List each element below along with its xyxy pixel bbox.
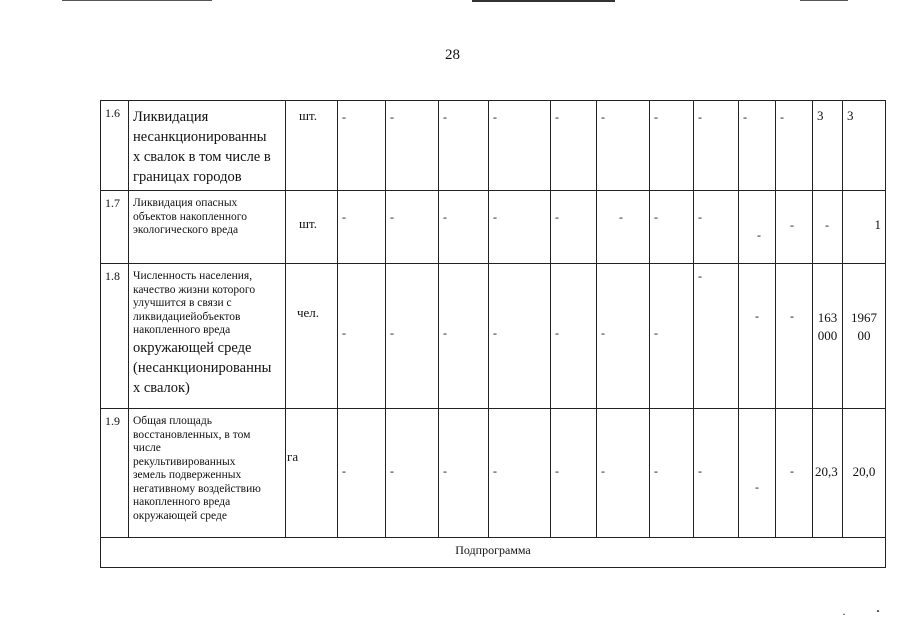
target-value-line: 163 (817, 310, 838, 325)
dash-value: - (790, 464, 794, 478)
value-cell (489, 191, 551, 264)
indicator-name-line: накопленного вреда (133, 324, 231, 336)
value-cell (439, 409, 489, 538)
value-cell (813, 264, 843, 409)
value-cell (843, 264, 886, 409)
unit-label: шт. (299, 108, 317, 123)
dash-value: - (342, 110, 346, 124)
target-value: 3 (817, 108, 824, 123)
dash-value: - (493, 210, 497, 224)
value-cell (650, 264, 694, 409)
dash-value: - (698, 269, 702, 283)
value-cell (813, 191, 843, 264)
value-cell (650, 409, 694, 538)
dash-value: - (390, 326, 394, 340)
dash-value: - (654, 464, 658, 478)
table-row (101, 409, 886, 538)
value-cell (551, 191, 597, 264)
value-cell (776, 409, 813, 538)
value-cell (386, 191, 439, 264)
table-row (101, 538, 886, 568)
top-edge-mark (472, 0, 615, 2)
dash-value: - (390, 464, 394, 478)
target-value: 3 (847, 108, 854, 123)
value-cell (386, 101, 439, 191)
indicator-name-line: рекультивированных (133, 455, 236, 468)
table-row (101, 101, 886, 191)
scan-speck: · (876, 604, 881, 618)
top-edge-mark (62, 0, 212, 1)
target-value-line: 000 (817, 328, 838, 343)
indicator-name-line: накопленного вреда (133, 496, 231, 508)
dash-value: - (443, 464, 447, 478)
dash-value: - (493, 110, 497, 124)
value-cell (439, 264, 489, 409)
indicator-name-line: земель подверженных (133, 469, 242, 481)
indicator-name (129, 409, 286, 538)
dash-value: - (555, 464, 559, 478)
dash-value: - (555, 210, 559, 224)
indicator-name-line: границах городов (133, 169, 242, 185)
target-value: 1 (874, 217, 881, 232)
value-cell (739, 409, 776, 538)
dash-value: - (619, 210, 623, 224)
unit-cell (286, 264, 338, 409)
unit-label: га (287, 449, 299, 464)
value-cell (694, 409, 739, 538)
dash-value: - (342, 210, 346, 224)
indicator-name-line: числе (133, 442, 161, 454)
value-cell (551, 409, 597, 538)
indicator-name-line: ликвидациейобъектов (133, 310, 241, 323)
indicator-name-line: несанкционированны (133, 129, 267, 145)
dash-value: - (601, 326, 605, 340)
indicator-name-line: х свалок в том числе в (133, 149, 271, 165)
dash-value: - (555, 110, 559, 124)
dash-value: - (698, 464, 702, 478)
value-cell (650, 191, 694, 264)
unit-label: шт. (299, 216, 317, 231)
value-cell (694, 264, 739, 409)
indicator-name-line: восстановленных, в том (133, 428, 251, 441)
indicators-table (100, 100, 886, 568)
dash-value: - (698, 110, 702, 124)
value-cell (813, 101, 843, 191)
indicator-name-line: окружающей среде (133, 339, 252, 356)
indicator-name-line: Общая площадь (133, 415, 212, 427)
indicator-name-line: Ликвидация опасных (133, 197, 238, 209)
value-cell (439, 101, 489, 191)
dash-value: - (654, 110, 658, 124)
indicator-name-line: негативному воздействию (133, 482, 261, 495)
target-value: 20,3 (815, 464, 838, 479)
dash-value: - (390, 110, 394, 124)
indicator-name-line: окружающей среде (133, 509, 227, 522)
dash-value: - (743, 110, 747, 124)
dash-value: - (555, 326, 559, 340)
value-cell (843, 101, 886, 191)
dash-value: - (493, 326, 497, 340)
value-cell (597, 101, 650, 191)
indicator-name-line: объектов накопленного (133, 210, 247, 223)
indicator-name (129, 101, 286, 191)
value-cell (338, 264, 386, 409)
dash-value: - (443, 210, 447, 224)
value-cell (386, 264, 439, 409)
page-number: 28 (445, 47, 460, 63)
dash-value: - (601, 464, 605, 478)
subprogram-heading: Подпрограмма (101, 538, 886, 568)
value-cell (739, 264, 776, 409)
unit-label: чел. (297, 305, 320, 320)
dash-value: - (698, 210, 702, 224)
value-cell (597, 191, 650, 264)
value-cell (843, 409, 886, 538)
row-number: 1.7 (101, 191, 129, 264)
row-number: 1.8 (101, 264, 129, 409)
dash-value: - (654, 210, 658, 224)
unit-cell (286, 191, 338, 264)
indicator-name-line: качество жизни которого (133, 283, 256, 296)
value-cell (650, 101, 694, 191)
dash-value: - (443, 326, 447, 340)
value-cell (489, 101, 551, 191)
top-edge-mark (800, 0, 848, 1)
dash-value: - (825, 218, 829, 232)
dash-value: - (493, 464, 497, 478)
indicator-name-line: х свалок) (133, 379, 190, 396)
value-cell (597, 409, 650, 538)
indicator-name-line: Ликвидация (133, 109, 209, 125)
value-cell (338, 191, 386, 264)
indicator-name-line: (несанкционированны (133, 359, 272, 376)
value-cell (551, 264, 597, 409)
dash-value: - (757, 228, 761, 242)
target-value: 20,0 (852, 464, 876, 479)
indicator-name-line: Численность населения, (133, 270, 253, 282)
table-row (101, 191, 886, 264)
row-number: 1.6 (101, 101, 129, 191)
dash-value: - (755, 480, 759, 494)
dash-value: - (390, 210, 394, 224)
value-cell (776, 264, 813, 409)
value-cell (338, 101, 386, 191)
value-cell (597, 264, 650, 409)
dash-value: - (790, 218, 794, 232)
value-cell (776, 101, 813, 191)
value-cell (694, 101, 739, 191)
value-cell (813, 409, 843, 538)
target-value-line: 1967 (851, 310, 877, 325)
table-row (101, 264, 886, 409)
dash-value: - (342, 326, 346, 340)
dash-value: - (755, 309, 759, 323)
value-cell (489, 264, 551, 409)
dash-value: - (780, 110, 784, 124)
dash-value: - (342, 464, 346, 478)
value-cell (551, 101, 597, 191)
target-value-line: 00 (857, 328, 871, 343)
value-cell (694, 191, 739, 264)
value-cell (843, 191, 886, 264)
row-number: 1.9 (101, 409, 129, 538)
value-cell (386, 409, 439, 538)
unit-cell (286, 101, 338, 191)
value-cell (739, 191, 776, 264)
unit-cell (286, 409, 338, 538)
value-cell (338, 409, 386, 538)
indicator-name-line: улучшится в связи с (133, 297, 232, 309)
indicator-name (129, 191, 286, 264)
scan-speck: · (842, 607, 846, 621)
value-cell (439, 191, 489, 264)
dash-value: - (790, 309, 794, 323)
dash-value: - (654, 326, 658, 340)
dash-value: - (443, 110, 447, 124)
value-cell (739, 101, 776, 191)
value-cell (489, 409, 551, 538)
dash-value: - (601, 110, 605, 124)
indicator-name-line: экологического вреда (133, 224, 239, 236)
value-cell (776, 191, 813, 264)
indicator-name (129, 264, 286, 409)
